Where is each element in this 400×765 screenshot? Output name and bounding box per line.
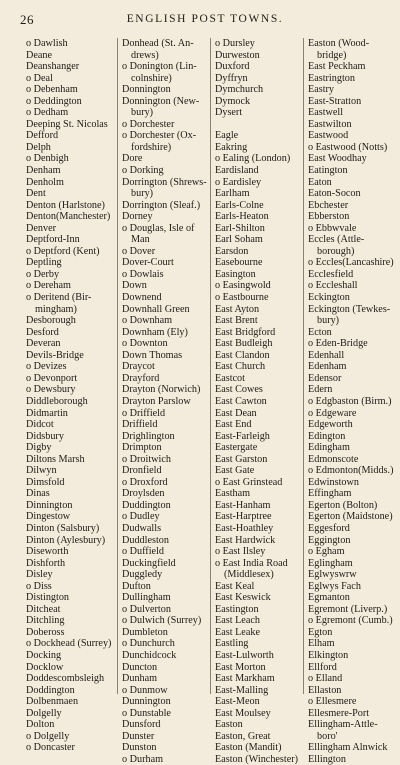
town-entry: Drayford (122, 372, 160, 384)
town-entry: Ditcheat (26, 603, 61, 615)
town-entry: Effingham (308, 488, 352, 500)
town-entry: East-Meon (215, 696, 260, 708)
town-entry: o East India Road (215, 557, 288, 569)
town-entry: o Dulwich (Surrey) (122, 615, 202, 627)
town-entry: Easton (Mandit) (215, 742, 282, 754)
town-entry: Eastwilton (308, 118, 352, 130)
town-entry: o Dorking (122, 165, 164, 177)
town-entry: boro' (317, 730, 338, 742)
town-entry: Dullingham (122, 592, 171, 604)
town-entry: Ellingham-Attle- (308, 719, 378, 731)
town-entry: Elham (308, 638, 335, 650)
town-entry: o Eccleshall (308, 280, 358, 292)
town-entry: Duggledy (122, 569, 163, 581)
town-entry: Dorney (122, 211, 153, 223)
town-entry: o Dawlish (26, 38, 68, 49)
town-entry: Egerton (Maidstone) (308, 511, 393, 523)
town-entry: o Downham (122, 315, 173, 327)
town-entry: Draycot (122, 361, 155, 373)
town-entry: East-Stratton (308, 95, 362, 107)
town-entry: o Dunchurch (122, 638, 175, 650)
town-entry: Dingestow (26, 511, 71, 523)
town-entry: o Ebbwvale (308, 222, 357, 234)
town-entry: Dysert (215, 107, 243, 119)
town-entry: Ellford (308, 661, 337, 673)
town-entry: Dorrington (Sleaf.) (122, 199, 201, 211)
town-entry: o Eden-Bridge (308, 338, 368, 350)
town-entry: o Driffield (122, 407, 166, 419)
town-entry: o Dorchester (122, 118, 175, 130)
town-entry: Denham (26, 165, 61, 177)
town-entry: Dunham (122, 673, 158, 685)
town-entry: East Church (215, 361, 266, 373)
town-entry: Downhall Green (122, 303, 190, 315)
town-entry: Egremont (Liverp.) (308, 603, 388, 615)
page-number: 26 (20, 12, 34, 27)
town-entry: Dumbleton (122, 626, 168, 638)
town-entry: Dufton (122, 580, 151, 592)
town-entry: o East Grinstead (215, 476, 283, 488)
town-entry: Eaton (308, 176, 332, 188)
town-entry: o Douglas, Isle of (122, 222, 195, 234)
town-entry: Ellington (308, 753, 346, 765)
town-entry: bury) (131, 107, 154, 119)
town-entry: Deptford-Inn (26, 234, 80, 246)
town-entry: Drighlington (122, 430, 175, 442)
town-entry: Drimpton (122, 442, 162, 454)
town-entry: Didmartin (26, 407, 68, 419)
town-entry: o Deddington (26, 95, 82, 107)
town-entry: East Keswick (215, 592, 271, 604)
town-entry: Dent (26, 188, 46, 200)
town-entry: East-Hanham (215, 499, 271, 511)
town-entry: Dinas (26, 488, 50, 500)
town-entry: Elkington (308, 649, 349, 661)
town-entry: o Durham (122, 753, 164, 765)
town-entry: Edenhall (308, 349, 345, 361)
town-entry: Easton, Great (215, 730, 271, 742)
town-entry: Deptling (26, 257, 62, 269)
town-entry: Down (122, 280, 147, 292)
town-entry: o Dowlais (122, 268, 164, 280)
town-entry: o Edgbaston (Birm.) (308, 395, 392, 407)
town-entry: o Duffield (122, 546, 164, 558)
town-entry: Eaton-Socon (308, 188, 361, 200)
town-entry: o Dolgelly (26, 730, 70, 742)
town-entry: bridge) (317, 49, 347, 61)
town-entry: Dinton (Aylesbury) (26, 534, 106, 546)
town-entry: o Deritend (Bir- (26, 292, 92, 304)
town-entry: Dobeross (26, 626, 65, 638)
town-entry: Eastrington (308, 72, 355, 84)
town-entry: (Middlesex) (224, 569, 274, 581)
town-entry: Deeping St. Nicolas (26, 118, 108, 130)
town-entry: Eckington (308, 292, 350, 304)
town-entry: Eglingham (308, 557, 353, 569)
town-entry: Eatington (308, 165, 348, 177)
town-entry: o Dedham (26, 107, 69, 119)
town-entry: Ecton (308, 326, 332, 338)
town-entry: Eckington (Tewkes- (308, 303, 391, 315)
town-entry: East Markham (215, 673, 275, 685)
town-entry: Earls-Colne (215, 199, 264, 211)
town-entry: Eastwell (308, 107, 344, 119)
town-entry: o Droitwich (122, 453, 171, 465)
town-entry: o Donington (Lin- (122, 61, 197, 73)
town-entry: o Easingwold (215, 280, 271, 292)
town-entry: Eggesford (308, 522, 350, 534)
town-entry: Eagle (215, 130, 239, 142)
town-entry: Dolbenmaen (26, 696, 79, 708)
town-entry: Easton (Winchester) (215, 753, 299, 765)
town-entry: o Dockhead (Surrey) (26, 638, 112, 650)
town-entry: o Debenham (26, 84, 78, 96)
town-entry: o Eccles(Lancashire) (308, 257, 394, 269)
town-entry: Eccles (Attle- (308, 234, 365, 246)
town-entry: Dilwyn (26, 465, 57, 477)
town-entry: Eastling (215, 638, 249, 650)
town-entry: bury) (317, 315, 340, 327)
town-entry: East Ayton (215, 303, 260, 315)
town-entry: o Droxford (122, 476, 168, 488)
town-entry: Digby (26, 442, 52, 454)
town-entry: o Edgeware (308, 407, 357, 419)
town-entry: Easton (Wood- (308, 38, 370, 49)
town-entry: Deane (26, 49, 53, 61)
town-entry: Man (131, 234, 150, 246)
town-entry: East Garston (215, 453, 268, 465)
town-entry: Downend (122, 292, 162, 304)
column-3 (210, 38, 303, 765)
town-columns (24, 38, 396, 765)
town-entry: Earls-Heaton (215, 211, 269, 223)
town-entry: Drayton (Norwich) (122, 384, 201, 396)
town-entry: Edingham (308, 442, 350, 454)
town-entry: East Cowes (215, 384, 263, 396)
town-entry: East Bridgford (215, 326, 276, 338)
town-entry: o Elland (308, 673, 343, 685)
town-entry: bury) (131, 188, 154, 200)
town-entry: East Woodhay (308, 153, 367, 165)
town-entry: Dyffryn (215, 72, 248, 84)
town-entry: Ellaston (308, 684, 342, 696)
town-entry: Dishforth (26, 557, 66, 569)
town-entry: Eglwyswrw (308, 569, 357, 581)
town-entry: Dunnington (122, 696, 171, 708)
town-entry: Donnington (122, 84, 171, 96)
town-entry: Dinton (Salsbury) (26, 522, 100, 534)
town-entry: Dinnington (26, 499, 73, 511)
town-entry: Denton (Harlstone) (26, 199, 105, 211)
town-entry: Diseworth (26, 546, 69, 558)
town-entry: Dunchidcock (122, 649, 177, 661)
town-entry: Earl-Shilton (215, 222, 265, 234)
town-entry: East Morton (215, 661, 266, 673)
town-entry: Eastergate (215, 442, 258, 454)
town-entry: Dunsford (122, 719, 161, 731)
town-entry: East Brent (215, 315, 258, 327)
town-entry: Docking (26, 649, 62, 661)
town-entry (215, 119, 303, 131)
town-entry: Dunston (122, 742, 157, 754)
town-entry: Durweston (215, 49, 260, 61)
town-entry: East Leake (215, 626, 260, 638)
town-entry: Defford (26, 130, 59, 142)
town-entry: East-Harptree (215, 511, 272, 523)
town-entry: Egton (308, 626, 333, 638)
town-entry: Denver (26, 222, 56, 234)
town-entry: Easton (215, 719, 243, 731)
town-entry: East Leach (215, 615, 260, 627)
town-entry: Dolton (26, 719, 55, 731)
town-entry: Didsbury (26, 430, 64, 442)
town-entry: Donnington (New- (122, 95, 200, 107)
town-entry: Drayton Parslow (122, 395, 191, 407)
town-entry: East-Hoathley (215, 522, 274, 534)
town-entry: o Dulverton (122, 603, 171, 615)
town-entry: East Keal (215, 580, 255, 592)
town-entry: East Moulsey (215, 707, 271, 719)
town-entry: Eastham (215, 488, 251, 500)
town-entry: Edensor (308, 372, 342, 384)
town-entry: o Dewsbury (26, 384, 76, 396)
town-entry: Dudwalls (122, 522, 162, 534)
town-entry: Desborough (26, 315, 76, 327)
town-entry: East Cawton (215, 395, 267, 407)
town-entry: borough) (317, 245, 355, 257)
town-entry: o Dunstable (122, 707, 171, 719)
town-entry: o Dover (122, 245, 156, 257)
town-entry: Ellesmere-Port (308, 707, 370, 719)
town-entry: Edmonscote (308, 453, 359, 465)
town-entry: o East Ilsley (215, 546, 266, 558)
town-entry: o Eastwood (Notts) (308, 141, 388, 153)
town-entry: Eakring (215, 141, 248, 153)
town-entry: Duckingfield (122, 557, 176, 569)
town-entry: Diddleborough (26, 395, 88, 407)
town-entry: Dore (122, 153, 143, 165)
town-entry: Edington (308, 430, 346, 442)
column-1 (24, 38, 117, 754)
town-entry: o Dereham (26, 280, 71, 292)
town-entry: Ecclesfield (308, 268, 354, 280)
town-entry: Egmanton (308, 592, 350, 604)
town-entry: Devils-Bridge (26, 349, 84, 361)
town-entry: o Deptford (Kent) (26, 245, 100, 257)
town-entry: Donhead (St. An- (122, 38, 194, 49)
town-entry: Dronfield (122, 465, 162, 477)
town-entry: Didcot (26, 419, 54, 431)
town-entry: o Doncaster (26, 742, 75, 754)
town-entry: Edgeworth (308, 419, 353, 431)
town-entry: East-Farleigh (215, 430, 270, 442)
town-entry: o Derby (26, 268, 60, 280)
town-entry: Denton(Manchester) (26, 211, 111, 223)
town-entry: o Downton (122, 338, 168, 350)
page-header (20, 10, 390, 32)
town-entry: o Ealing (London) (215, 153, 291, 165)
town-entry: Egerton (Bolton) (308, 499, 378, 511)
town-entry: Driffield (122, 419, 158, 431)
town-entry: Edenham (308, 361, 347, 373)
town-entry: Eglwys Fach (308, 580, 361, 592)
town-entry: East Clandon (215, 349, 270, 361)
town-entry: Dover-Court (122, 257, 174, 269)
town-entry: o Dorchester (Ox- (122, 130, 197, 142)
town-entry: fordshire) (131, 141, 172, 153)
town-entry: Ebchester (308, 199, 349, 211)
town-entry: o Deal (26, 72, 53, 84)
town-entry: o Eastbourne (215, 292, 269, 304)
town-entry: o Egremont (Cumb.) (308, 615, 393, 627)
town-entry: Earl Soham (215, 234, 263, 246)
town-entry: Ditchling (26, 615, 65, 627)
town-entry: o Ellesmere (308, 696, 357, 708)
town-entry: East Hardwick (215, 534, 276, 546)
town-entry: Droylsden (122, 488, 165, 500)
town-entry: Duxford (215, 61, 250, 73)
town-entry: Deveran (26, 338, 61, 350)
town-entry: Dimsfold (26, 476, 65, 488)
town-entry: Earsdon (215, 245, 249, 257)
town-entry: Deanshanger (26, 61, 80, 73)
town-entry: o Devonport (26, 372, 78, 384)
town-entry: Denholm (26, 176, 64, 188)
running-title: ENGLISH POST TOWNS. (126, 13, 284, 25)
town-entry: Edern (308, 384, 333, 396)
town-entry: Dolgelly (26, 707, 62, 719)
town-entry: mingham) (35, 303, 77, 315)
town-entry: Dymock (215, 95, 251, 107)
town-entry: Disley (26, 569, 53, 581)
town-entry: East Budleigh (215, 338, 273, 350)
town-entry: o Edmonton(Midds.) (308, 465, 394, 477)
town-entry: Duddington (122, 499, 171, 511)
town-entry: o Devizes (26, 361, 67, 373)
town-entry: Dorrington (Shrews- (122, 176, 207, 188)
town-entry: o Dunmow (122, 684, 168, 696)
town-entry: Doddington (26, 684, 75, 696)
town-entry: o Egham (308, 546, 345, 558)
town-entry: East Peckham (308, 61, 366, 73)
column-2 (117, 38, 210, 765)
town-entry: Doddescombsleigh (26, 673, 105, 685)
town-entry: Ebberston (308, 211, 350, 223)
town-entry: Desford (26, 326, 59, 338)
town-entry: Duddleston (122, 534, 169, 546)
town-entry: Edwinstown (308, 476, 359, 488)
town-entry: o Denbigh (26, 153, 69, 165)
town-entry: Eastington (215, 603, 259, 615)
town-entry: Delph (26, 141, 51, 153)
town-entry: colnshire) (131, 72, 172, 84)
town-entry: Dymchurch (215, 84, 264, 96)
town-entry: o Dudley (122, 511, 160, 523)
town-entry: East Gate (215, 465, 255, 477)
town-entry: Easebourne (215, 257, 263, 269)
town-entry: East-Malling (215, 684, 269, 696)
town-entry: Eggington (308, 534, 351, 546)
town-entry: Downham (Ely) (122, 326, 188, 338)
town-entry: Duncton (122, 661, 158, 673)
town-entry: East Dean (215, 407, 257, 419)
column-4 (303, 38, 396, 765)
town-entry: Eastry (308, 84, 335, 96)
town-entry: drews) (131, 49, 159, 61)
town-entry: East End (215, 419, 252, 431)
town-entry: Docklow (26, 661, 64, 673)
town-entry: Down Thomas (122, 349, 183, 361)
town-entry: Earlham (215, 188, 250, 200)
town-entry: Eastwood (308, 130, 349, 142)
town-entry: Diltons Marsh (26, 453, 85, 465)
town-entry: Easington (215, 268, 256, 280)
town-entry: Eardisland (215, 165, 259, 177)
town-entry: o Dursley (215, 38, 255, 49)
town-entry: o Diss (26, 580, 52, 592)
town-entry: o Eardisley (215, 176, 262, 188)
town-entry: Ellingham Alnwick (308, 742, 388, 754)
town-entry: Dunster (122, 730, 155, 742)
town-entry: East-Lulworth (215, 649, 274, 661)
town-entry: Eastcot (215, 372, 245, 384)
town-entry: Distington (26, 592, 70, 604)
